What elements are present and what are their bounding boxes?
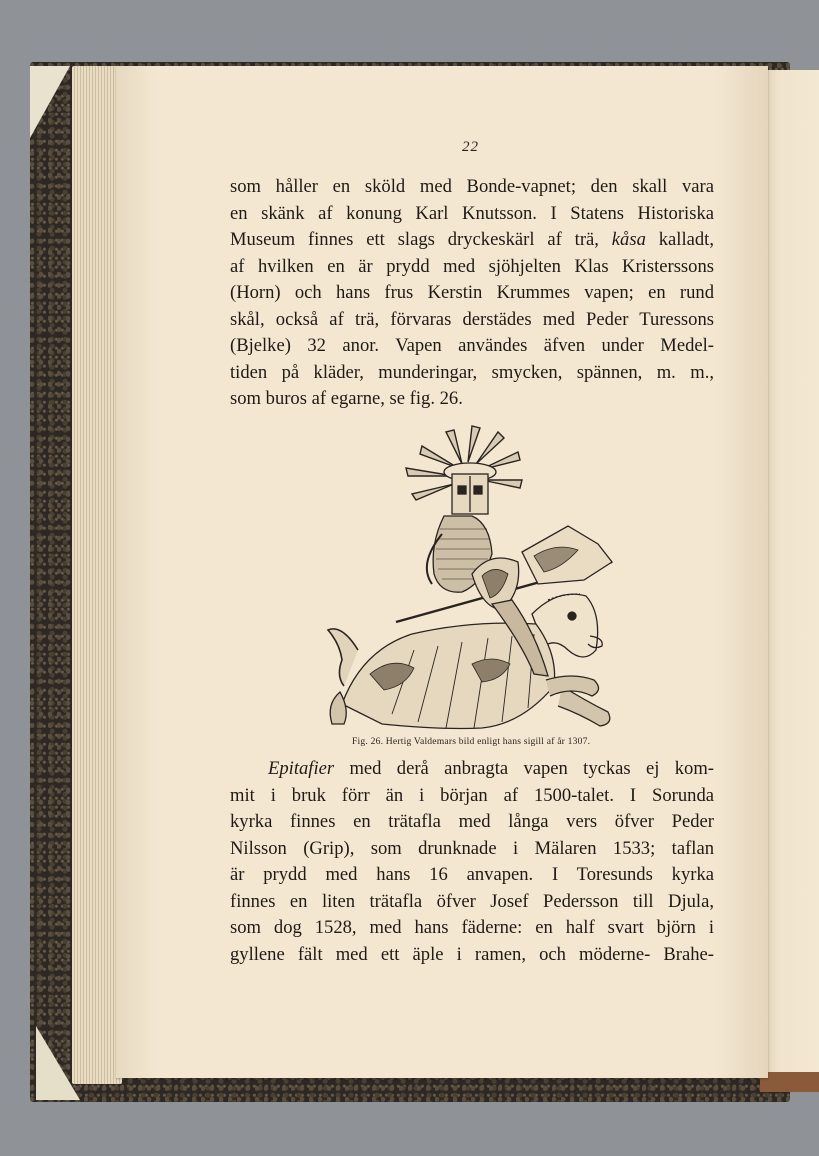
text-line-tail: med derå anbragta vapen tyckas ej kom- <box>334 758 714 779</box>
text-line: som buros af egarne, se fig. 26. <box>230 388 463 409</box>
text-line-head: Museum finnes ett slags dryckeskärl af trä, <box>230 229 612 250</box>
text-line: som håller en sköld med Bonde-vapnet; den skall vara <box>230 176 714 197</box>
right-page-leaf <box>760 70 819 1080</box>
text-line: gyllene fält med ett äple i ramen, och möderne- Brahe- <box>230 943 714 965</box>
text-line: tiden på kläder, munderingar, smycken, spännen, m. m., <box>230 361 714 383</box>
text-line: en skänk af konung Karl Knutsson. I Statens Historiska <box>230 202 714 224</box>
knight-on-horseback-seal-icon <box>322 424 622 734</box>
text-line: som dog 1528, med hans fäderne: en half svart björn i <box>230 917 714 938</box>
text-line: är prydd med hans 16 anvapen. I Toresunds kyrka <box>230 864 714 885</box>
emphasized-word: Epitafier <box>268 758 335 779</box>
text-line: Nilsson (Grip), som drunknade i Mälaren 1533; taflan <box>230 837 714 859</box>
text-line: (Bjelke) 32 anor. Vapen användes äfven under Medel- <box>230 335 714 356</box>
emphasized-word: kåsa <box>611 229 646 250</box>
figure-caption: Fig. 26. Hertig Valdemars bild enligt hans sigill af år 1307. <box>352 736 591 747</box>
text-line: finnes en liten trätafla öfver Josef Pedersson till Djula, <box>230 890 714 912</box>
text-line-tail: kalladt, <box>645 229 715 250</box>
text-line: skål, också af trä, förvaras derstädes med Peder Turessons <box>230 308 714 330</box>
page-number: 22 <box>462 139 479 155</box>
text-line: (Horn) och hans frus Kerstin Krummes vapen; en rund <box>230 282 714 303</box>
paragraph-top <box>230 174 714 413</box>
page-edges <box>72 66 122 1084</box>
right-cover-board <box>760 1072 819 1092</box>
text-line: kyrka finnes en trätafla med långa vers öfver Peder <box>230 811 714 832</box>
book-page <box>116 66 768 1078</box>
text-line: af hvilken en är prydd med sjöhjelten Klas Kristerssons <box>230 255 714 277</box>
text-line <box>230 227 714 254</box>
paragraph-bottom <box>230 756 714 968</box>
text-line: mit i bruk förr än i början af 1500-talet. I Sorunda <box>230 784 714 806</box>
text-line <box>230 756 714 783</box>
